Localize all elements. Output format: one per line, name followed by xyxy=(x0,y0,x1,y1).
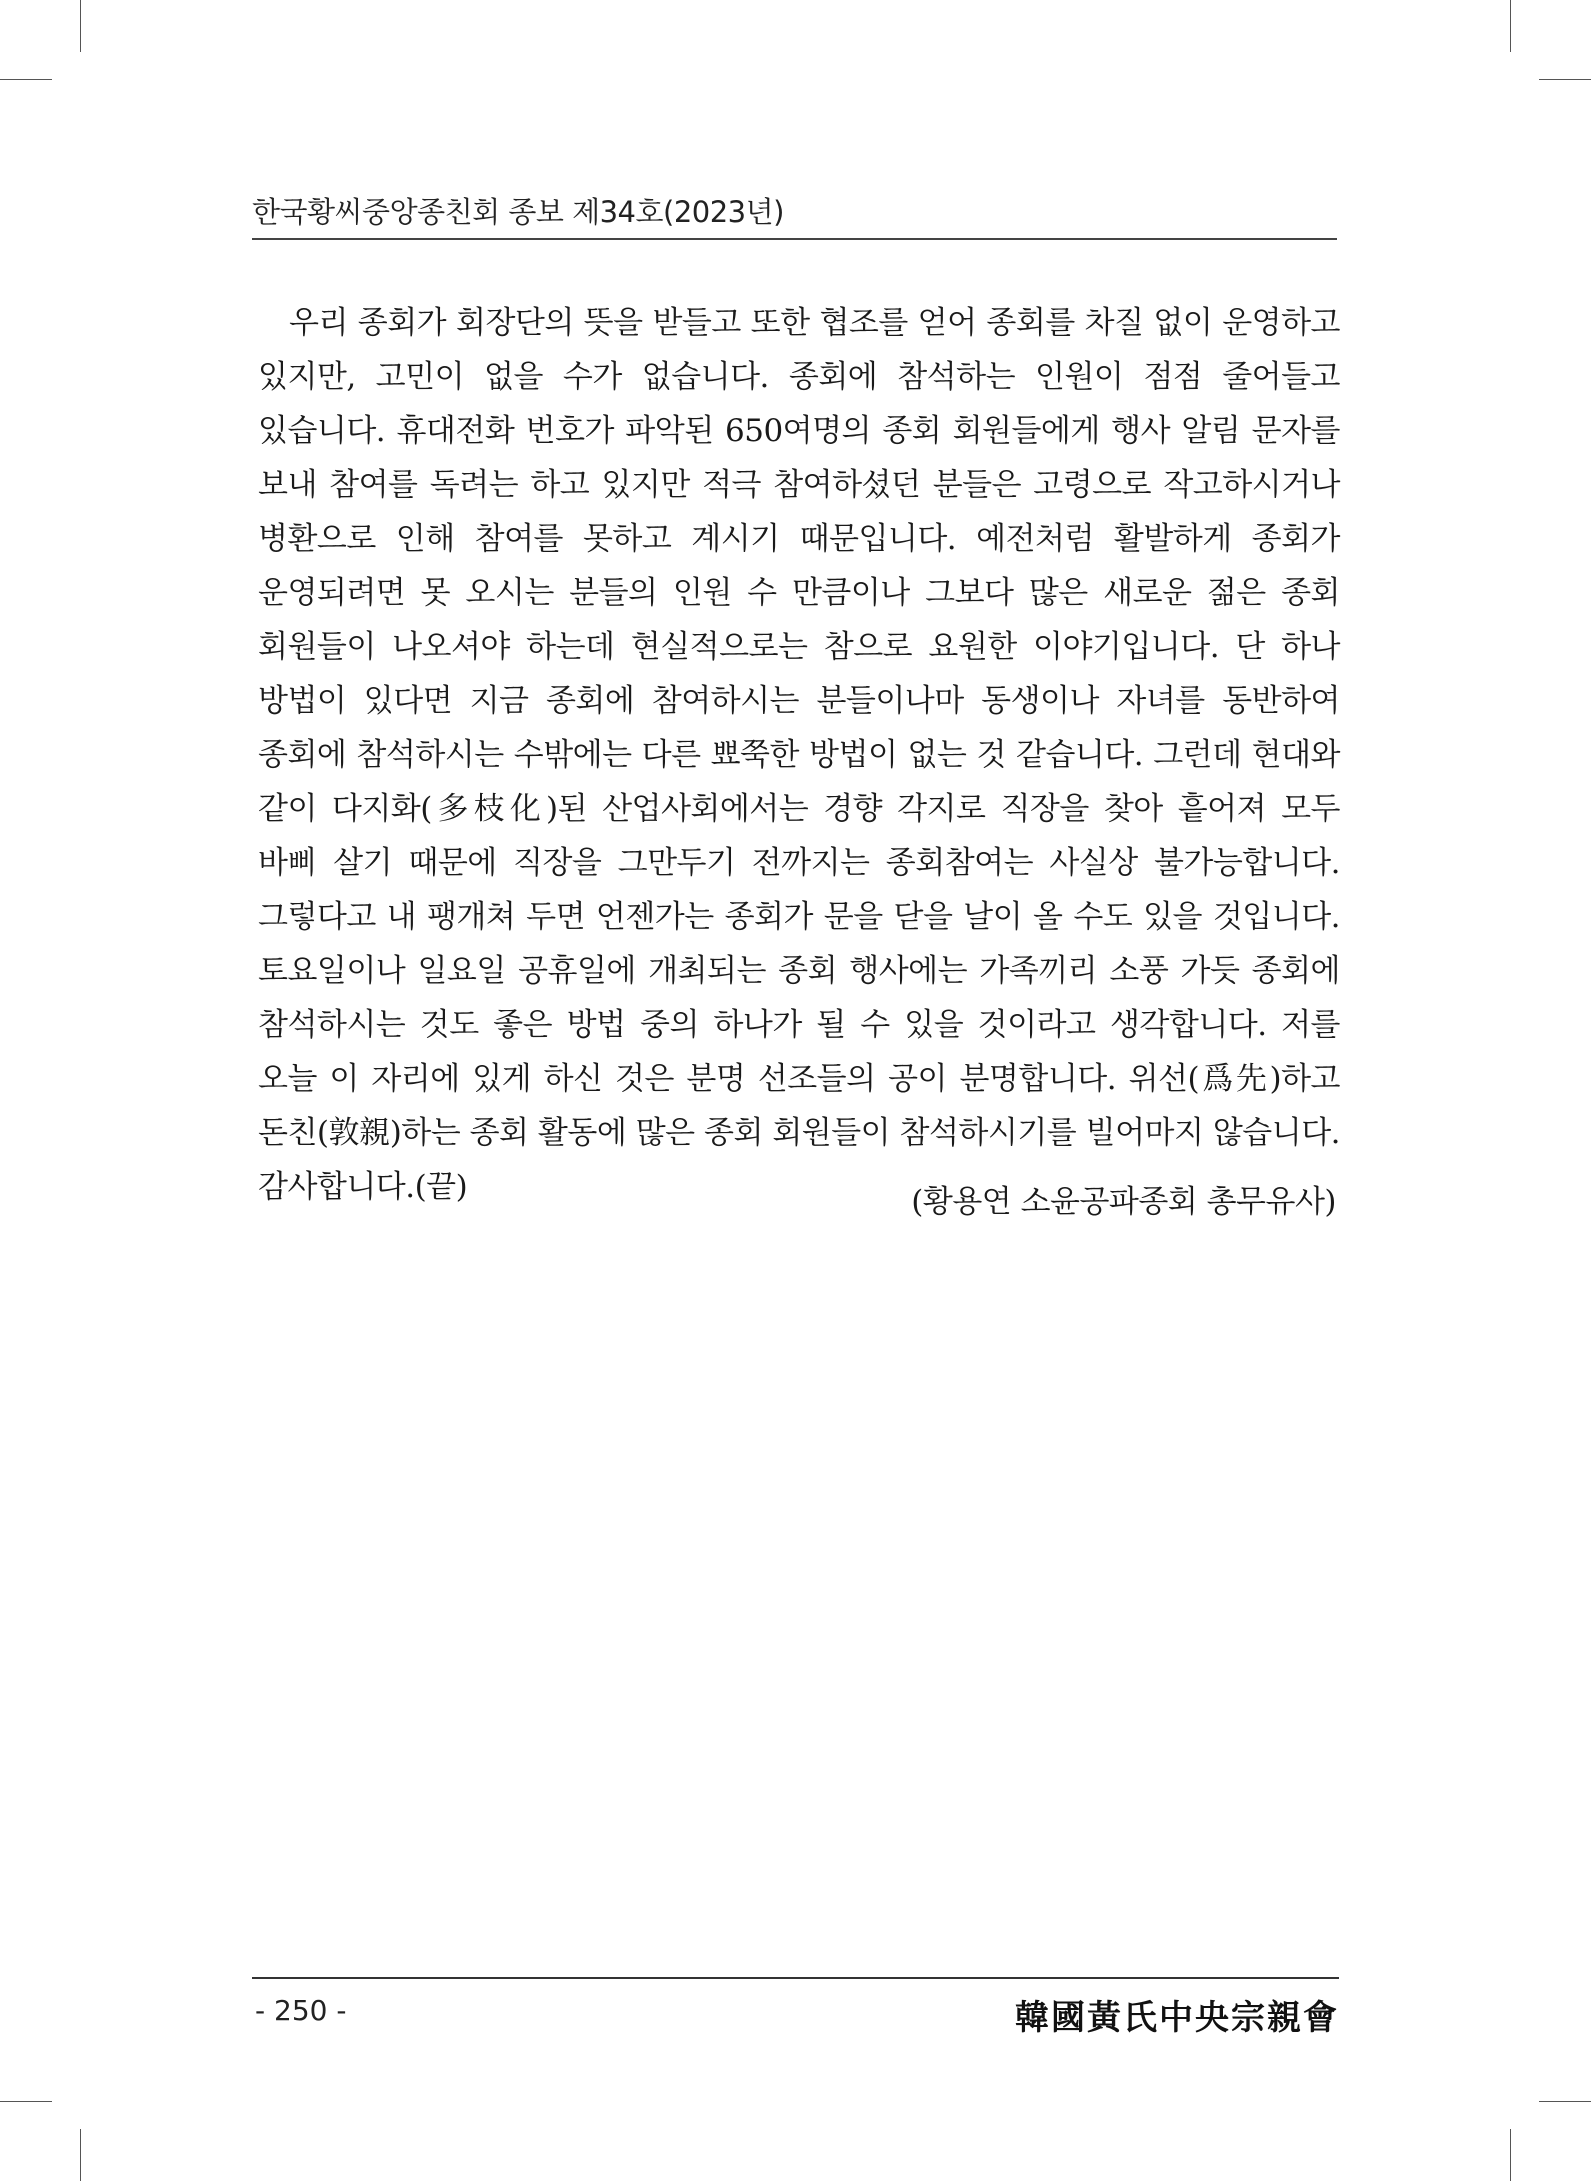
header-divider xyxy=(252,238,1337,240)
footer-divider xyxy=(252,1977,1339,1979)
crop-mark xyxy=(1539,79,1591,80)
crop-mark xyxy=(80,2129,81,2181)
crop-mark xyxy=(0,79,52,80)
crop-mark xyxy=(0,2101,52,2102)
running-header: 한국황씨중앙종친회 종보 제34호(2023년) xyxy=(252,195,784,229)
crop-mark xyxy=(1510,2129,1511,2181)
author-signature: (황용연 소윤공파종회 총무유사) xyxy=(911,1184,1336,1220)
society-logo: 韓國黃氏中央宗親會 xyxy=(1015,1998,1339,2038)
crop-mark xyxy=(1510,0,1511,52)
crop-mark xyxy=(1539,2101,1591,2102)
crop-mark xyxy=(80,0,81,52)
page-number: - 250 - xyxy=(255,1994,347,2027)
article-paragraph: 우리 종회가 회장단의 뜻을 받들고 또한 협조를 얻어 종회를 차질 없이 운영하고 있지만, 고민이 없을 수가 없습니다. 종회에 참석하는 인원이 점점 줄어들고 있습니다. 휴대전화 번호가 파악된 650여명의 종회 회원들에게 행사 알림 문자를 보내 참여를 독려는 하고 있지만 적극 참여하셨던 분들은 고령으로 작고하시거나 병환으로 인해 참여를 못하고 계시기 때문입니다. 예전처럼 활발하게 종회가 운영되려면 못 오시는 분들의 인원 수 만큼이나 그보다 많은 새로운 젊은 종회 회원들이 나오셔야 하는데 현실적으로는 참으로 요원한 이야기입니다. 단 하나 방법이 있다면 지금 종회에 참여하시는 분들이나마 동생이나 자녀를 동반하여 종회에 참석하시는 수밖에는 다른 뾰쭉한 방법이 없는 것 같습니다. 그런데 현대와 같이 다지화(多枝化)된 산업사회에서는 경향 각지로 직장을 찾아 흩어져 모두 바삐 살기 때문에 직장을 그만두기 전까지는 종회참여는 사실상 불가능합니다. 그렇다고 내 팽개쳐 두면 언젠가는 종회가 문을 닫을 날이 올 수도 있을 것입니다. 토요일이나 일요일 공휴일에 개최되는 종회 행사에는 가족끼리 소풍 가듯 종회에 참석하시는 것도 좋은 방법 중의 하나가 될 수 있을 것이라고 생각합니다. 저를 오늘 이 자리에 있게 하신 것은 분명 선조들의 공이 분명합니다. 위선(爲先)하고 돈친(敦親)하는 종회 활동에 많은 종회 회원들이 참석하시기를 빌어마지 않습니다. 감사합니다.(끝) xyxy=(258,305,1340,1205)
